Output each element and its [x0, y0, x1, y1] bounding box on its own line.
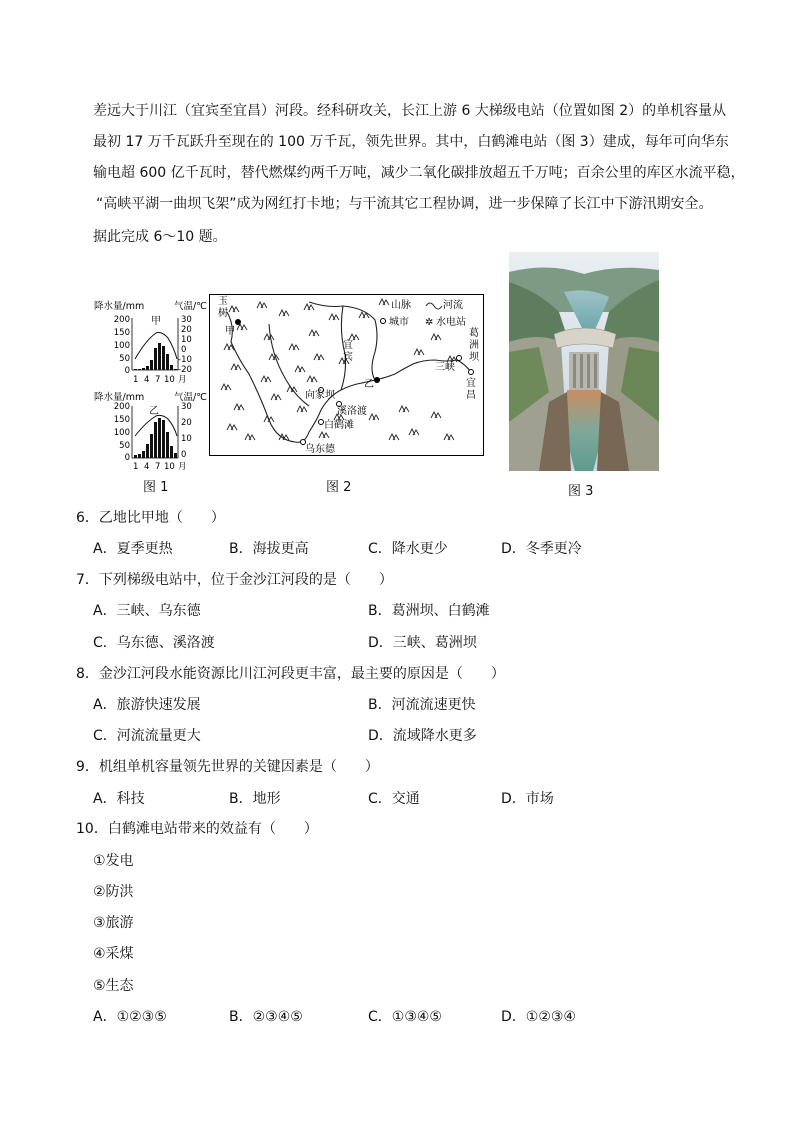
- top-right-tick: 10: [181, 335, 192, 345]
- question-7-option-d[interactable]: D．三峡、葛洲坝: [368, 635, 477, 651]
- question-text: 机组单机容量领先世界的关键因素是（ ）: [98, 759, 379, 775]
- label-yushu-1: 玉: [218, 296, 228, 307]
- bottom-right-axis-title: 气温/℃: [174, 392, 207, 403]
- baihetan-point: [319, 420, 324, 425]
- legend-river-label: 河流: [443, 300, 463, 311]
- question-7-option-a[interactable]: A．三峡、乌东德: [93, 603, 201, 619]
- question-7-option-c[interactable]: C．乌东德、溪洛渡: [93, 635, 215, 651]
- question-7-stem: [76, 570, 393, 590]
- question-6-option-d[interactable]: D．冬季更冷: [501, 541, 582, 557]
- label-yi: 乙: [364, 379, 374, 390]
- question-10-item: ②防洪: [93, 884, 134, 900]
- question-6-option-b[interactable]: B．海拔更高: [229, 541, 309, 557]
- top-x-tick: 1: [133, 375, 139, 385]
- label-yichang-2: 昌: [466, 390, 476, 401]
- question-10-option-d[interactable]: D．①②③④: [501, 1009, 576, 1025]
- bottom-left-tick: 100: [113, 428, 130, 438]
- question-text: 下列梯级电站中，位于金沙江河段的是（ ）: [98, 572, 393, 588]
- question-number: 9．: [76, 759, 99, 775]
- legend-station-label: 水电站: [436, 317, 466, 328]
- bottom-left-axis-title: 降水量/mm: [94, 392, 145, 403]
- label-gezhouba-3: 坝: [469, 352, 479, 363]
- question-9-option-b[interactable]: B．地形: [229, 791, 281, 807]
- question-10-item: ④采煤: [93, 946, 134, 962]
- bottom-left-tick: 0: [124, 453, 130, 463]
- question-9-option-c[interactable]: C．交通: [368, 791, 420, 807]
- question-6-option-c[interactable]: C．降水更少: [368, 541, 448, 557]
- label-xiangjiaba: 向家坝: [305, 390, 335, 401]
- top-station-label: 甲: [151, 316, 161, 327]
- label-baihetan: 白鹤滩: [324, 420, 354, 431]
- label-yichang-1: 宜: [466, 378, 476, 389]
- bottom-x-unit: 月: [178, 462, 187, 472]
- figure3-caption: 图 3: [568, 484, 594, 499]
- label-yibin-2: 宾: [343, 352, 353, 363]
- figure2-map: [209, 294, 484, 456]
- figure1-caption: 图 1: [143, 480, 169, 495]
- bottom-left-tick: 50: [119, 441, 130, 451]
- top-right-tick: 0: [181, 345, 187, 355]
- question-10-option-b[interactable]: B．②③④⑤: [229, 1009, 303, 1025]
- bottom-right-tick: 20: [181, 418, 192, 428]
- top-x-tick: 7: [155, 375, 161, 385]
- label-sanxia: 三峡: [435, 362, 455, 373]
- question-number: 6．: [76, 510, 99, 526]
- figure1-climate-charts: [92, 296, 212, 472]
- label-yibin-1: 宜: [343, 340, 353, 351]
- question-number: 8．: [76, 666, 99, 682]
- figure2-caption: 图 2: [326, 480, 352, 495]
- top-x-tick: 10: [164, 375, 175, 385]
- bottom-left-tick: 200: [113, 402, 130, 412]
- question-8-option-c[interactable]: C．河流流量更大: [93, 728, 201, 744]
- top-right-tick: 20: [181, 325, 192, 335]
- question-10-item: ③旅游: [93, 915, 134, 931]
- top-left-tick: 50: [119, 354, 130, 364]
- passage-line: 最初 17 万千瓦跃升至现在的 100 万千瓦，领先世界。其中，白鹤滩电站（图 3）建成，每年可向华东: [93, 134, 729, 150]
- bottom-x-tick: 1: [133, 462, 139, 472]
- question-10-option-c[interactable]: C．①③④⑤: [368, 1009, 442, 1025]
- label-gezhouba-2: 洲: [469, 340, 479, 351]
- label-yushu-2: 树: [218, 308, 228, 319]
- city-legend-icon: [381, 319, 386, 324]
- question-8-option-d[interactable]: D．流域降水更多: [368, 728, 477, 744]
- bottom-right-tick: 10: [181, 434, 192, 444]
- bottom-right-tick: 30: [181, 402, 192, 412]
- figure3-dam-photo: [509, 252, 659, 471]
- top-left-tick: 150: [113, 328, 130, 338]
- top-left-tick: 100: [113, 341, 130, 351]
- question-8-option-b[interactable]: B．河流流速更快: [368, 697, 476, 713]
- question-number: 10．: [76, 821, 108, 837]
- label-gezhouba-1: 葛: [469, 328, 479, 339]
- top-right-tick: -10: [178, 355, 192, 365]
- label-xiluodu: 溪洛渡: [337, 406, 367, 417]
- question-6-stem: [76, 508, 225, 528]
- gezhouba-point: [469, 370, 474, 375]
- jia-point: [235, 319, 241, 325]
- bottom-x-tick: 10: [164, 462, 175, 472]
- passage-line: 输电超 600 亿千瓦时，替代燃煤约两千万吨，减少二氧化碳排放超五千万吨；百余公里的库区水流平稳，: [93, 165, 745, 181]
- question-10-item: ⑤生态: [93, 978, 134, 994]
- bottom-station-label: 乙: [149, 406, 159, 417]
- question-text: 金沙江河段水能资源比川江河段更丰富，最主要的原因是（ ）: [98, 666, 505, 682]
- question-9-option-d[interactable]: D．市场: [501, 791, 554, 807]
- top-right-axis-title: 气温/℃: [174, 301, 207, 312]
- bottom-x-tick: 7: [155, 462, 161, 472]
- passage-line: 据此完成 6～10 题。: [93, 229, 227, 245]
- passage-line: “高峡平湖一曲坝飞架”成为网红打卡地；与干流其它工程协调，进一步保障了长江中下游汛期安全。: [96, 196, 713, 212]
- question-6-option-a[interactable]: A．夏季更热: [93, 541, 173, 557]
- question-8-option-a[interactable]: A．旅游快速发展: [93, 697, 201, 713]
- top-x-unit: 月: [178, 375, 187, 385]
- question-10-item: ①发电: [93, 853, 134, 869]
- question-10-stem: [76, 819, 318, 839]
- top-right-tick: 30: [181, 315, 192, 325]
- sanxia-point: [457, 356, 462, 361]
- station-legend-icon: ✲: [425, 317, 434, 328]
- legend-mountain-label: 山脉: [391, 300, 411, 311]
- question-9-option-a[interactable]: A．科技: [93, 791, 145, 807]
- question-10-option-a[interactable]: A．①②③⑤: [93, 1009, 167, 1025]
- question-text: 乙地比甲地（ ）: [98, 510, 225, 526]
- label-wudongde: 乌东德: [305, 444, 335, 455]
- passage-line: 差远大于川江（宜宾至宜昌）河段。经科研攻关，长江上游 6 大梯级电站（位置如图 2）的单机容量从: [93, 103, 727, 119]
- question-text: 白鹤滩电站带来的效益有（ ）: [107, 821, 318, 837]
- top-right-tick: -20: [178, 365, 192, 375]
- question-7-option-b[interactable]: B．葛洲坝、白鹤滩: [368, 603, 490, 619]
- bottom-x-tick: 4: [144, 462, 150, 472]
- bottom-right-tick: 0: [181, 450, 187, 460]
- question-8-stem: [76, 664, 505, 684]
- top-x-tick: 4: [144, 375, 150, 385]
- bottom-left-tick: 150: [113, 415, 130, 425]
- top-left-tick: 0: [124, 366, 130, 376]
- top-left-tick: 200: [113, 315, 130, 325]
- question-number: 7．: [76, 572, 99, 588]
- yi-point: [374, 377, 380, 383]
- label-jia: 甲: [225, 326, 235, 337]
- legend-city-label: 城市: [389, 317, 409, 328]
- top-left-axis-title: 降水量/mm: [94, 301, 145, 312]
- question-9-stem: [76, 757, 379, 777]
